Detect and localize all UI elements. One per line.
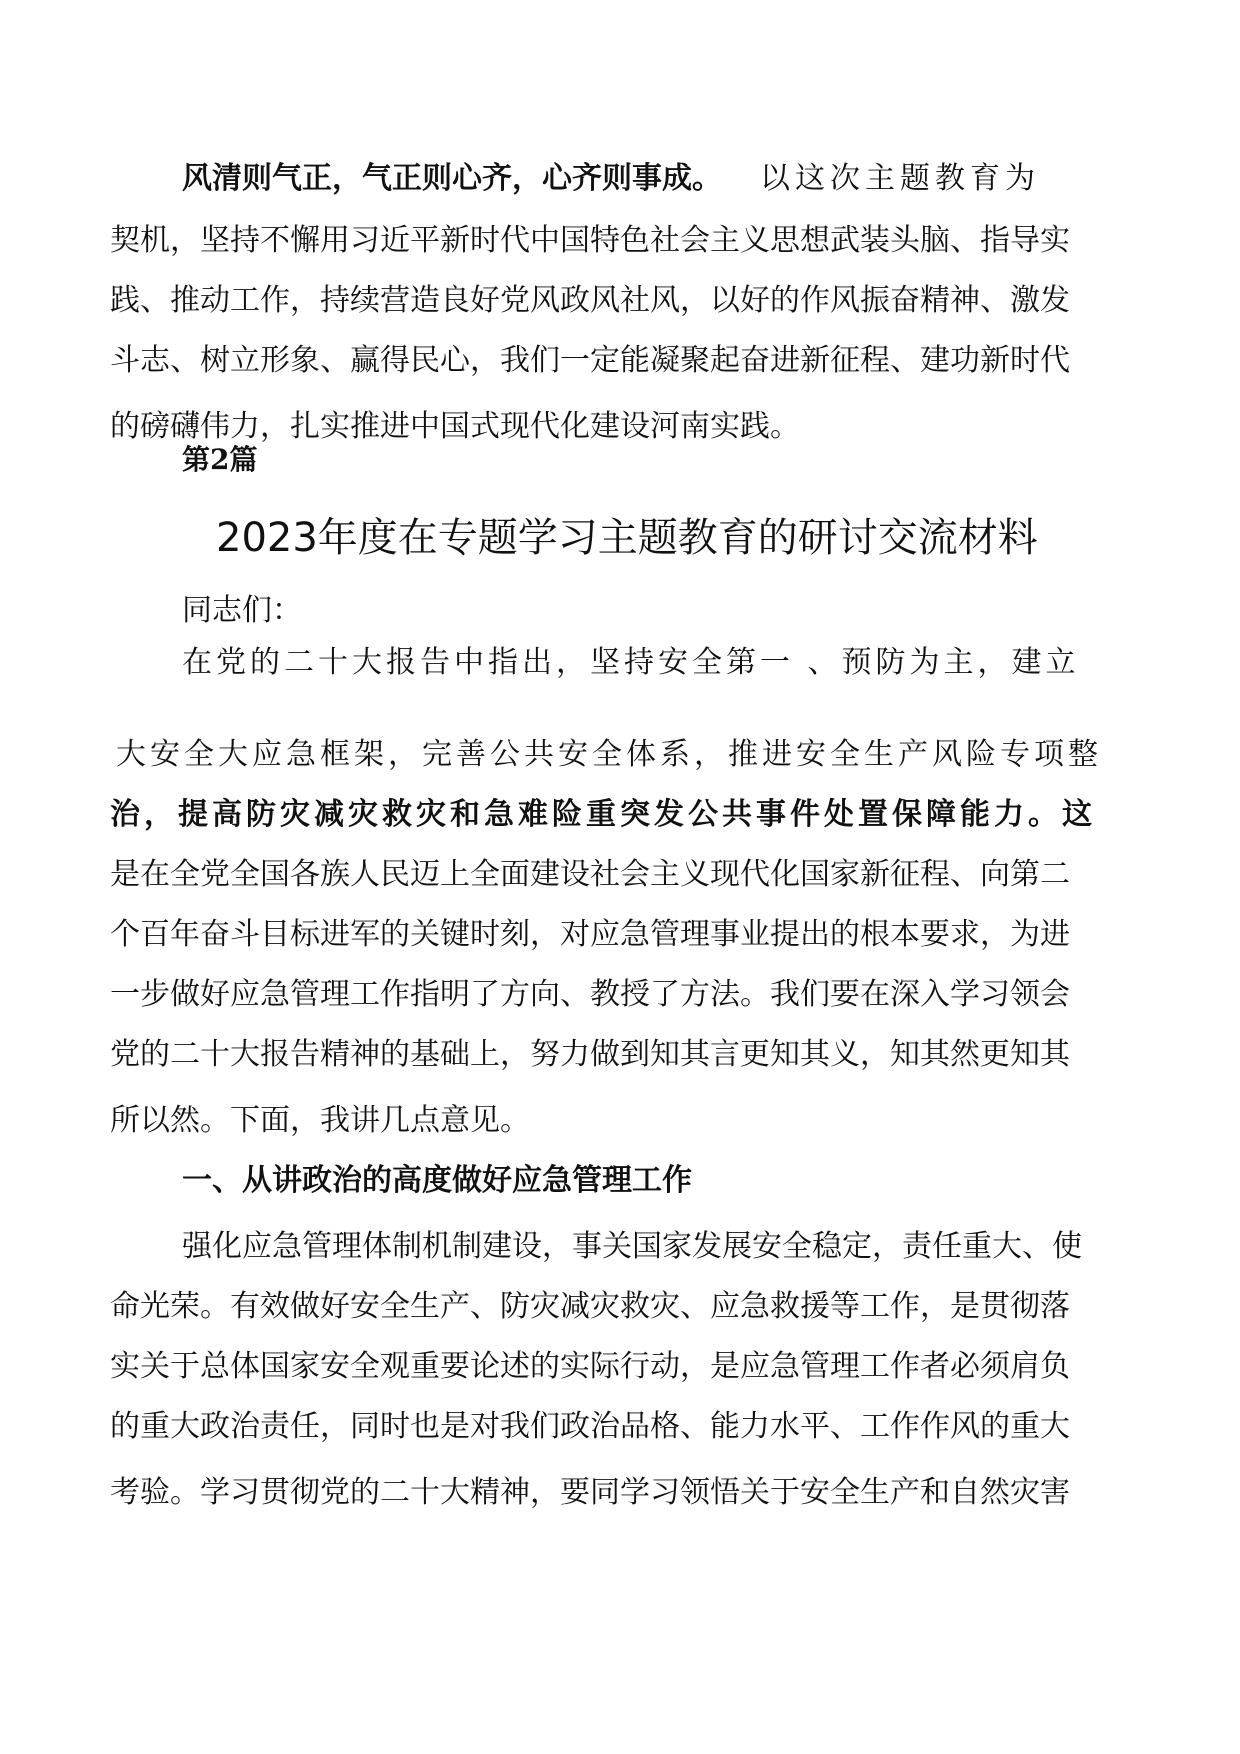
- section-label: 第2篇: [182, 443, 258, 476]
- paragraph-line: 的重大政治责任，同时也是对我们政治品格、能力水平、工作作风的重大: [110, 1409, 1070, 1444]
- paragraph-line-bold: 治，提高防灾减灾救灾和急难险重突发公共事件处置保障能力。这: [110, 797, 1096, 832]
- paragraph-line: 在党的二十大报告中指出，坚持安全第一 、预防为主，建立: [182, 645, 1080, 680]
- paragraph-line: 契机，坚持不懈用习近平新时代中国特色社会主义思想武装头脑、指导实: [110, 223, 1070, 258]
- paragraph-line: 强化应急管理体制机制建设，事关国家发展安全稳定，责任重大、使: [182, 1229, 1082, 1264]
- paragraph-line: 命光荣。有效做好安全生产、防灾减灾救灾、应急救援等工作，是贯彻落: [110, 1289, 1070, 1324]
- greeting: 同志们：: [182, 593, 302, 628]
- paragraph-line: [182, 161, 1040, 196]
- paragraph-line: 实关于总体国家安全观重要论述的实际行动，是应急管理工作者必须肩负: [110, 1349, 1070, 1384]
- paragraph-line: 斗志、树立形象、赢得民心，我们一定能凝聚起奋进新征程、建功新时代: [110, 343, 1070, 378]
- paragraph-line: 考验。学习贯彻党的二十大精神，要同学习领悟关于安全生产和自然灾害: [110, 1475, 1070, 1510]
- paragraph-line: 个百年奋斗目标进军的关键时刻，对应急管理事业提出的根本要求，为进: [110, 917, 1070, 952]
- document-title: 2023年度在专题学习主题教育的研讨交流材料: [216, 515, 1038, 561]
- paragraph-line: 的磅礴伟力，扎实推进中国式现代化建设河南实践。: [110, 409, 800, 444]
- paragraph-line: 是在全党全国各族人民迈上全面建设社会主义现代化国家新征程、向第二: [110, 857, 1070, 892]
- paragraph-line: 一步做好应急管理工作指明了方向、教授了方法。我们要在深入学习领会: [110, 977, 1070, 1012]
- paragraph-line: 党的二十大报告精神的基础上，努力做到知其言更知其义，知其然更知其: [110, 1037, 1070, 1072]
- bold-sentence: 风清则气正，气正则心齐，心齐则事成。: [182, 161, 722, 196]
- paragraph-line: 所以然。下面，我讲几点意见。: [110, 1103, 530, 1138]
- text-run: 以这次主题教育为: [760, 161, 1040, 196]
- paragraph-line: 大安全大应急框架，完善公共安全体系，推进安全生产风险专项整: [116, 737, 1102, 772]
- section-heading: 一、从讲政治的高度做好应急管理工作: [182, 1163, 692, 1198]
- paragraph-line: 践、推动工作，持续营造良好党风政风社风，以好的作风振奋精神、激发: [110, 283, 1070, 318]
